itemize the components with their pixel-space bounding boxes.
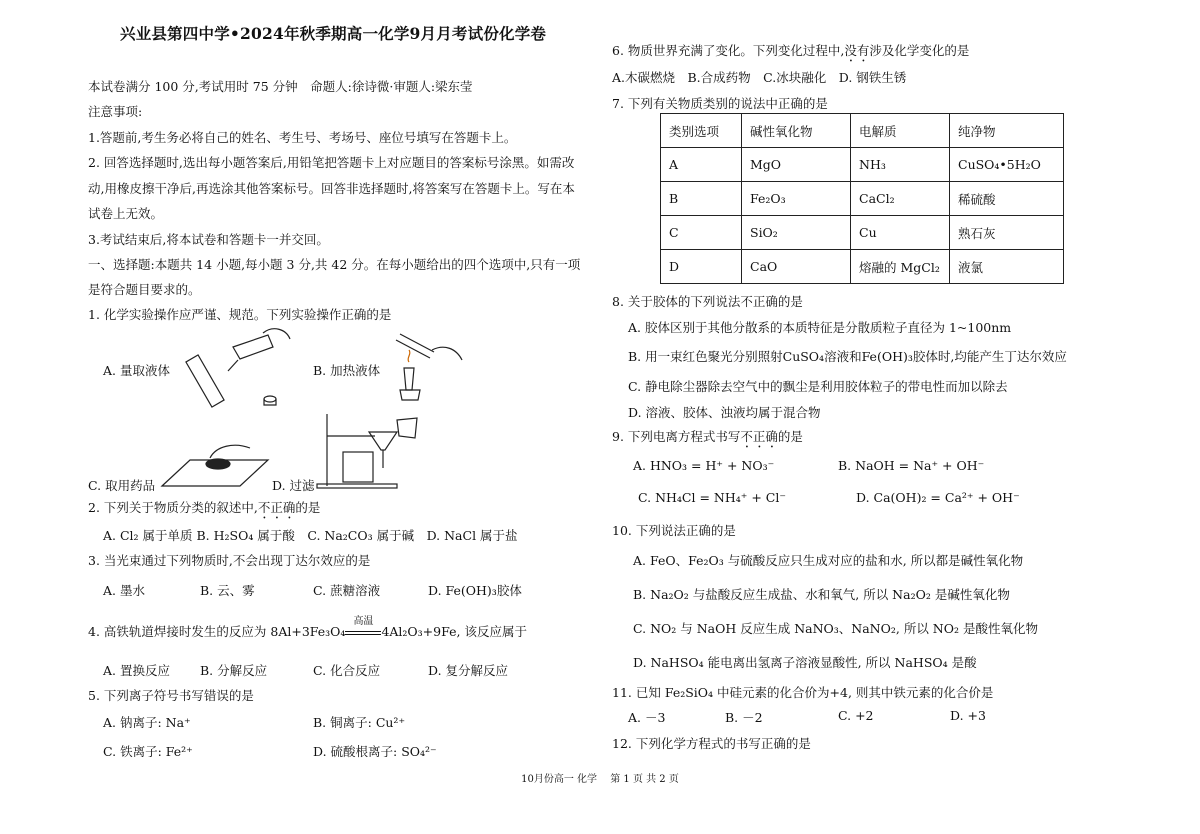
q1-option-a: A. 量取液体 <box>103 363 170 378</box>
exam-info: 本试卷满分 100 分,考试用时 75 分钟 命题人:徐诗微·审题人:梁东莹 <box>88 79 473 94</box>
table-row <box>661 148 1064 182</box>
q6-options: A.木碳燃烧 B.合成药物 C.冰块融化 D. 钢铁生锈 <box>612 70 907 85</box>
q10-stem: 10. 下列说法正确的是 <box>612 523 736 538</box>
q4-option-a: A. 置换反应 <box>103 663 170 678</box>
q5-option-b: B. 铜离子: Cu²⁺ <box>313 715 406 730</box>
note-2-cont: 动,用橡皮擦干净后,再选涂其他答案标号。回答非选择题时,将答案写在答题卡上。写在本 <box>88 181 575 196</box>
q5-option-c: C. 铁离子: Fe²⁺ <box>103 744 193 759</box>
table-row <box>661 182 1064 216</box>
q10-option-d: D. NaHSO₄ 能电离出氢离子溶液显酸性, 所以 NaHSO₄ 是酸 <box>633 655 977 670</box>
q4-option-d: D. 复分解反应 <box>428 663 509 678</box>
table-cell: A <box>661 148 742 182</box>
table-cell: NH₃ <box>851 148 950 182</box>
table-row <box>661 114 1064 148</box>
q8-option-b: B. 用一束红色聚光分别照射CuSO₄溶液和Fe(OH)₃胶体时,均能产生丁达尔效应 <box>628 349 1067 364</box>
table-row <box>661 250 1064 284</box>
q10-option-a: A. FeO、Fe₂O₃ 与硫酸反应只生成对应的盐和水, 所以都是碱性氧化物 <box>633 553 1024 568</box>
table-cell: 电解质 <box>851 114 950 148</box>
q4-stem: 4. 高铁轨道焊接时发生的反应为 8Al+3Fe₃O₄ 高温 4Al₂O₃+9Fe, 该反应属于 <box>88 622 527 640</box>
table-cell: 稀硫酸 <box>950 182 1064 216</box>
filtration-illustration <box>315 410 425 490</box>
table-cell: 类别选项 <box>661 114 742 148</box>
q4-option-c: C. 化合反应 <box>313 663 381 678</box>
q1-option-c: C. 取用药品 <box>88 478 156 493</box>
q3-option-a: A. 墨水 <box>103 583 145 598</box>
table-cell: Fe₂O₃ <box>742 182 851 216</box>
q10-option-b: B. Na₂O₂ 与盐酸反应生成盐、水和氧气, 所以 Na₂O₂ 是碱性氧化物 <box>633 587 1010 602</box>
q5-option-d: D. 硫酸根离子: SO₄²⁻ <box>313 744 437 759</box>
graduated-cylinder-illustration <box>178 325 298 410</box>
q8-option-a: A. 胶体区别于其他分散系的本质特征是分散质粒子直径为 1~100nm <box>628 320 1012 335</box>
q3-option-c: C. 蔗糖溶液 <box>313 583 381 598</box>
table-cell: C <box>661 216 742 250</box>
q2-stem: 2. 下列关于物质分类的叙述中,不正确的是 <box>88 500 321 515</box>
page-title: 兴业县第四中学•2024年秋季期高一化学9月月考试份化学卷 <box>120 24 547 43</box>
q12-stem: 12. 下列化学方程式的书写正确的是 <box>612 736 811 751</box>
reaction-condition: 高温 <box>353 616 374 627</box>
q8-option-c: C. 静电除尘器除去空气中的飘尘是利用胶体粒子的带电性而加以除去 <box>628 379 1008 394</box>
q8-option-d: D. 溶液、胶体、浊液均属于混合物 <box>628 405 821 420</box>
section-heading: 一、选择题:本题共 14 小题,每小题 3 分,共 42 分。在每小题给出的四个选项中,只有一项 <box>88 257 581 272</box>
note-1: 1.答题前,考生务必将自己的姓名、考生号、考场号、座位号填写在答题卡上。 <box>88 130 517 145</box>
q1-option-b: B. 加热液体 <box>313 363 381 378</box>
table-cell: SiO₂ <box>742 216 851 250</box>
q1-stem: 1. 化学实验操作应严谨、规范。下列实验操作正确的是 <box>88 307 392 322</box>
table-cell: CaCl₂ <box>851 182 950 216</box>
q11-option-b: B. －2 <box>725 710 763 725</box>
table-cell: 碱性氧化物 <box>742 114 851 148</box>
table-cell: 熔融的 MgCl₂ <box>851 250 950 284</box>
q2-options: A. Cl₂ 属于单质 B. H₂SO₄ 属于酸 C. Na₂CO₃ 属于碱 D. NaCl 属于盐 <box>103 528 518 543</box>
table-cell: CaO <box>742 250 851 284</box>
q10-option-c: C. NO₂ 与 NaOH 反应生成 NaNO₃、NaNO₂, 所以 NO₂ 是酸性氧化物 <box>633 621 1038 636</box>
table-cell: 液氯 <box>950 250 1064 284</box>
note-2-end: 试卷上无效。 <box>88 206 164 221</box>
q11-option-c: C. +2 <box>838 708 874 723</box>
table-cell: CuSO₄•5H₂O <box>950 148 1064 182</box>
q5-stem: 5. 下列离子符号书写错误的是 <box>88 688 254 703</box>
q3-stem: 3. 当光束通过下列物质时,不会出现丁达尔效应的是 <box>88 553 371 568</box>
q3-option-b: B. 云、雾 <box>200 583 255 598</box>
q9-option-c: C. NH₄Cl = NH₄⁺ + Cl⁻ <box>638 490 786 505</box>
q11-stem: 11. 已知 Fe₂SiO₄ 中硅元素的化合价为+4, 则其中铁元素的化合价是 <box>612 685 994 700</box>
table-row <box>661 216 1064 250</box>
note-3: 3.考试结束后,将本试卷和答题卡一并交回。 <box>88 232 329 247</box>
q9-option-a: A. HNO₃ = H⁺ + NO₃⁻ <box>633 458 775 473</box>
q9-stem: 9. 下列电离方程式书写不正确的是 <box>612 429 803 444</box>
q3-option-d: D. Fe(OH)₃胶体 <box>428 583 522 598</box>
note-2: 2. 回答选择题时,选出每小题答案后,用铅笔把答题卡上对应题目的答案标号涂黑。如需改 <box>88 155 575 170</box>
q6-stem: 6. 物质世界充满了变化。下列变化过程中,没有涉及化学变化的是 <box>612 43 970 58</box>
q7-table <box>660 113 1064 284</box>
table-cell: B <box>661 182 742 216</box>
q4-option-b: B. 分解反应 <box>200 663 268 678</box>
table-cell: 熟石灰 <box>950 216 1064 250</box>
table-cell: MgO <box>742 148 851 182</box>
q1-option-d: D. 过滤 <box>272 478 315 493</box>
q8-stem: 8. 关于胶体的下列说法不正确的是 <box>612 294 803 309</box>
page-footer: 10月份高一 化学 第 1 页 共 2 页 <box>521 774 679 785</box>
taking-reagent-illustration <box>160 438 270 490</box>
notes-heading: 注意事项: <box>88 104 143 119</box>
heating-test-tube-illustration <box>392 330 467 405</box>
q5-option-a: A. 钠离子: Na⁺ <box>103 715 191 730</box>
q11-option-d: D. +3 <box>950 708 986 723</box>
table-cell: 纯净物 <box>950 114 1064 148</box>
table-cell: D <box>661 250 742 284</box>
q7-stem: 7. 下列有关物质类别的说法中正确的是 <box>612 96 828 111</box>
q9-option-b: B. NaOH = Na⁺ + OH⁻ <box>838 458 985 473</box>
table-cell: Cu <box>851 216 950 250</box>
section-heading-cont: 是符合题目要求的。 <box>88 282 201 297</box>
q9-option-d: D. Ca(OH)₂ = Ca²⁺ + OH⁻ <box>856 490 1020 505</box>
q11-option-a: A. －3 <box>628 710 666 725</box>
